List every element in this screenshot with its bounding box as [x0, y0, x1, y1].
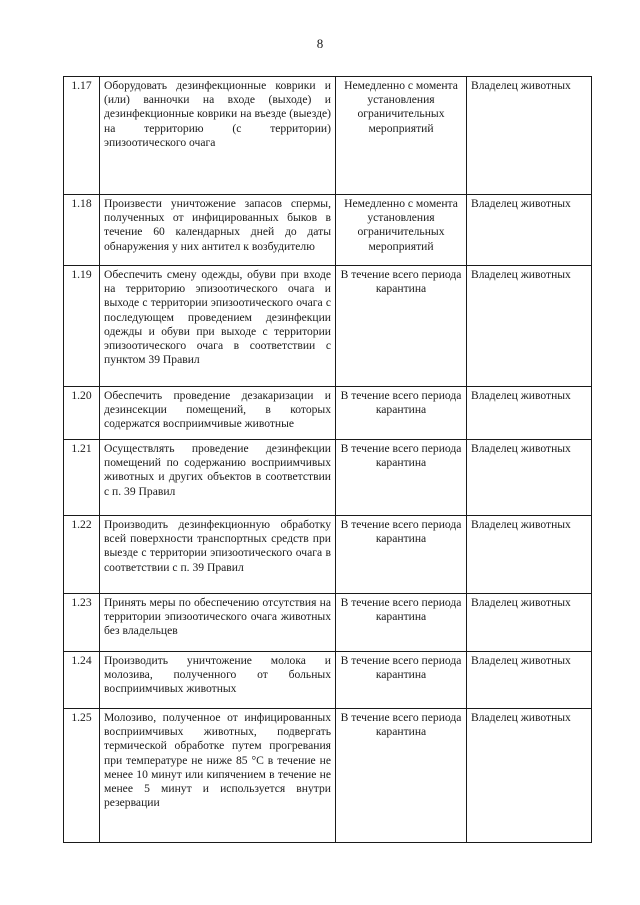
deadline-text: В течение всего периода карантина	[336, 440, 467, 516]
deadline-text: В течение всего периода карантина	[336, 594, 467, 652]
measure-text: Принять меры по обеспечению отсутствия на территории эпизоотического очага животных без владельцев	[100, 594, 336, 652]
responsible-text: Владелец животных	[467, 516, 592, 594]
responsible-text: Владелец животных	[467, 440, 592, 516]
responsible-text: Владелец животных	[467, 195, 592, 266]
deadline-text: В течение всего периода карантина	[336, 516, 467, 594]
table-row	[64, 652, 592, 709]
row-number: 1.18	[64, 195, 100, 266]
row-number: 1.23	[64, 594, 100, 652]
measure-text: Произвести уничтожение запасов спермы, полученных от инфицированных быков в течение 60 календарных дней до даты обнаружения у них антител к возбудителю	[100, 195, 336, 266]
table-row	[64, 440, 592, 516]
responsible-text: Владелец животных	[467, 77, 592, 195]
row-number: 1.20	[64, 387, 100, 440]
table-row	[64, 594, 592, 652]
deadline-text: Немедленно с момента установления ограничительных мероприятий	[336, 195, 467, 266]
table-row	[64, 516, 592, 594]
row-number: 1.21	[64, 440, 100, 516]
table-row	[64, 195, 592, 266]
responsible-text: Владелец животных	[467, 652, 592, 709]
row-number: 1.22	[64, 516, 100, 594]
page-number: 8	[316, 36, 324, 51]
row-number: 1.24	[64, 652, 100, 709]
deadline-text: В течение всего периода карантина	[336, 709, 467, 843]
table-row	[64, 387, 592, 440]
measure-text: Производить дезинфекционную обработку всей поверхности транспортных средств при выезде с территории эпизоотического очага в соответствии с п. 39 Правил	[100, 516, 336, 594]
measures-table	[63, 76, 592, 843]
deadline-text: В течение всего периода карантина	[336, 266, 467, 387]
responsible-text: Владелец животных	[467, 266, 592, 387]
deadline-text: Немедленно с момента установления ограничительных мероприятий	[336, 77, 467, 195]
row-number: 1.19	[64, 266, 100, 387]
measure-text: Молозиво, полученное от инфицированных восприимчивых животных, подвергать термической обработке путем прогревания при температуре не ниже 85 °С в течение не менее 10 минут или кипячением в течение не менее 5 минут и используется внутри резервации	[100, 709, 336, 843]
responsible-text: Владелец животных	[467, 709, 592, 843]
responsible-text: Владелец животных	[467, 387, 592, 440]
measure-text: Оборудовать дезинфекционные коврики и (или) ванночки на входе (выходе) и дезинфекционные коврики на въезде (выезде) на территорию (с территории) эпизоотического очага	[100, 77, 336, 195]
deadline-text: В течение всего периода карантина	[336, 652, 467, 709]
table-row	[64, 266, 592, 387]
table-row	[64, 77, 592, 195]
table-row	[64, 709, 592, 843]
row-number: 1.25	[64, 709, 100, 843]
measure-text: Обеспечить проведение дезакаризации и дезинсекции помещений, в которых содержатся восприимчивые животные	[100, 387, 336, 440]
responsible-text: Владелец животных	[467, 594, 592, 652]
measure-text: Осуществлять проведение дезинфекции помещений по содержанию восприимчивых животных и других объектов в соответствии с п. 39 Правил	[100, 440, 336, 516]
row-number: 1.17	[64, 77, 100, 195]
measure-text: Обеспечить смену одежды, обуви при входе на территорию эпизоотического очага и выходе с территории эпизоотического очага с последующем проведением дезинфекции одежды и обуви при выходе с территории эпизоотического очага в соответствии с пунктом 39 Правил	[100, 266, 336, 387]
deadline-text: В течение всего периода карантина	[336, 387, 467, 440]
measure-text: Производить уничтожение молока и молозива, полученного от больных восприимчивых животных	[100, 652, 336, 709]
